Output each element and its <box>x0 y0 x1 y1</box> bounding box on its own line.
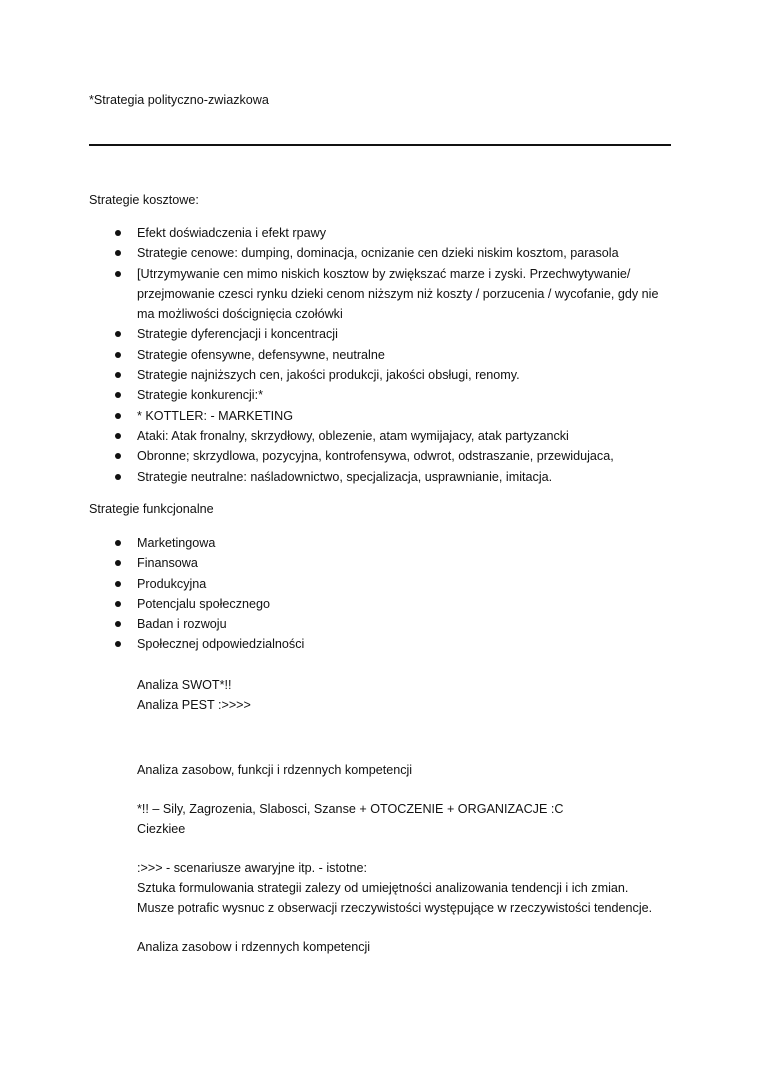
bullet-icon <box>115 621 121 627</box>
list-item: Finansowa <box>0 553 304 573</box>
list-item: Strategie konkurencji:* <box>0 385 658 405</box>
list-item: Strategie ofensywne, defensywne, neutralne <box>0 345 658 365</box>
note-swot-explanation: *!! – Sily, Zagrozenia, Slabosci, Szanse + OTOCZENIE + ORGANIZACJE :C <box>137 802 564 816</box>
bullet-icon <box>115 230 121 236</box>
bullet-icon <box>115 331 121 337</box>
list-item: Badan i rozwoju <box>0 614 304 634</box>
bullet-icon <box>115 474 121 480</box>
bullet-list-kosztowe <box>0 223 658 487</box>
note-ciezkie: Ciezkiee <box>137 822 186 836</box>
bullet-icon <box>115 372 121 378</box>
bullet-icon <box>115 433 121 439</box>
list-item: Potencjalu społecznego <box>0 594 304 614</box>
bullet-icon <box>115 560 121 566</box>
list-item: Strategie dyferencjacji i koncentracji <box>0 324 658 344</box>
list-item: Produkcyjna <box>0 574 304 594</box>
note-zasoby: Analiza zasobow, funkcji i rdzennych kompetencji <box>137 763 413 777</box>
list-item: Strategie neutralne: naśladownictwo, specjalizacja, usprawnianie, imitacja. <box>0 467 658 487</box>
list-item: * KOTTLER: - MARKETING <box>0 406 658 426</box>
list-item: Efekt doświadczenia i efekt rpawy <box>0 223 658 243</box>
bullet-icon <box>115 581 121 587</box>
bullet-icon <box>115 392 121 398</box>
section-title-kosztowe: Strategie kosztowe: <box>89 193 199 207</box>
bullet-icon <box>115 453 121 459</box>
note-zasoby-rdzenne: Analiza zasobow i rdzennych kompetencji <box>137 940 371 954</box>
bullet-icon <box>115 250 121 256</box>
note-pest: Analiza PEST :>>>> <box>137 698 251 712</box>
note-sztuka: Sztuka formulowania strategii zalezy od umiejętności analizowania tendencji i ich zmian. <box>137 881 629 895</box>
list-item: Strategie najniższych cen, jakości produkcji, jakości obsługi, renomy. <box>0 365 658 385</box>
note-musze: Musze potrafic wysnuc z obserwacji rzeczywistości występujące w rzeczywistości tendencje. <box>137 901 653 915</box>
list-item: Strategie cenowe: dumping, dominacja, ocnizanie cen dzieki niskim kosztom, parasola <box>0 243 658 263</box>
bullet-list-funkcjonalne <box>0 533 304 655</box>
bullet-icon <box>115 601 121 607</box>
bullet-icon <box>115 271 121 277</box>
list-item: Społecznej odpowiedzialności <box>0 634 304 654</box>
note-swot: Analiza SWOT*!! <box>137 678 232 692</box>
list-item: Ataki: Atak fronalny, skrzydłowy, oblezenie, atam wymijajacy, atak partyzancki <box>0 426 658 446</box>
bullet-icon <box>115 641 121 647</box>
list-item: [Utrzymywanie cen mimo niskich kosztow by zwiększać marze i zyski. Przechwytywanie/ przejmowanie czesci rynku dzieki cenom niższym niż koszty / porzucenia / wycofanie, gdy nie ma możliwości doścignięcia czołówki <box>0 264 658 325</box>
horizontal-rule <box>89 144 671 146</box>
list-item: Obronne; skrzydlowa, pozycyjna, kontrofensywa, odwrot, odstraszanie, przewidujaca, <box>0 446 658 466</box>
bullet-icon <box>115 352 121 358</box>
document-heading: *Strategia polityczno-zwiazkowa <box>89 93 269 107</box>
bullet-icon <box>115 540 121 546</box>
section-title-funkcjonalne: Strategie funkcjonalne <box>89 502 214 516</box>
list-item: Marketingowa <box>0 533 304 553</box>
note-pest-explanation: :>>> - scenariusze awaryjne itp. - istotne: <box>137 861 367 875</box>
bullet-icon <box>115 413 121 419</box>
